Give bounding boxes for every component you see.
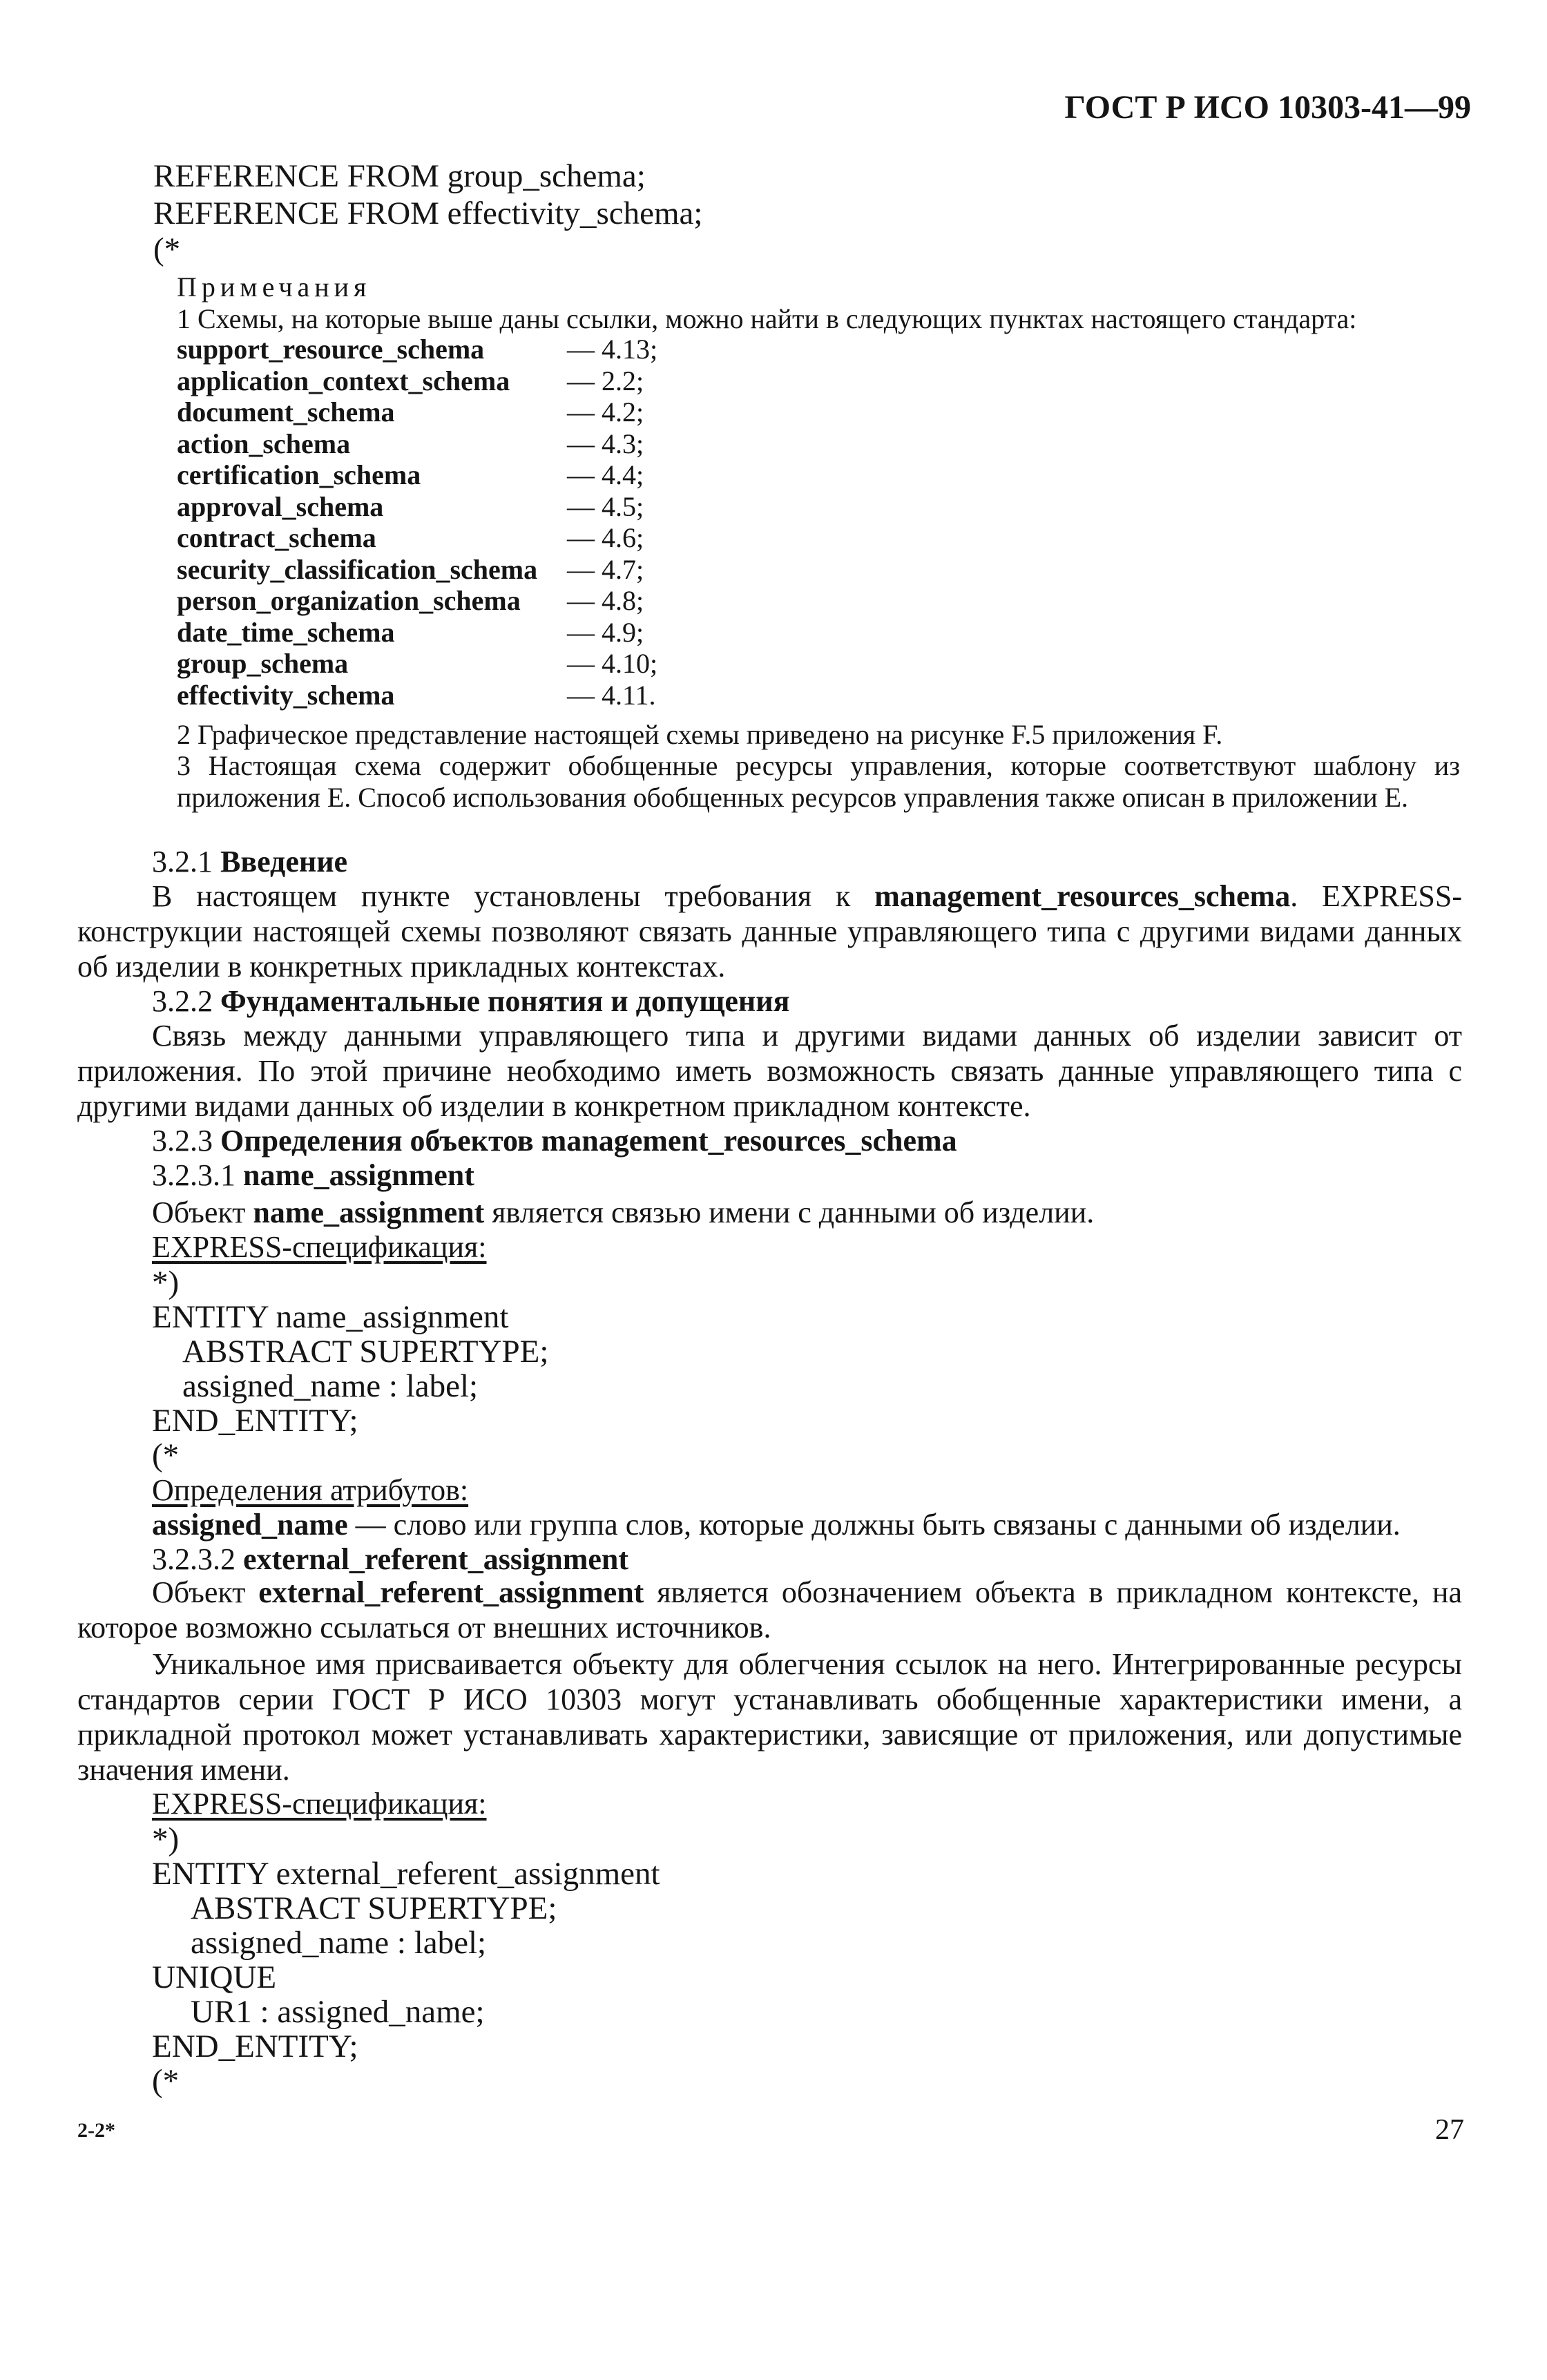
- schema-ref: — 4.5;: [567, 490, 644, 522]
- attribute-definition: [152, 1507, 1401, 1542]
- notes-title: Примечания: [177, 271, 372, 303]
- schema-ref: — 4.2;: [567, 396, 644, 428]
- code-line: (*: [153, 231, 181, 267]
- express-spec-label: EXPRESS-спецификация:: [152, 1787, 487, 1821]
- schema-ref: — 4.6;: [567, 522, 644, 553]
- express-spec-label: EXPRESS-спецификация:: [152, 1230, 487, 1264]
- paragraph-name-assignment: [152, 1195, 1094, 1230]
- code-line: assigned_name : label;: [182, 1368, 479, 1404]
- section-number: 3.2.3: [152, 1124, 220, 1158]
- schema-name: approval_schema: [177, 490, 384, 522]
- schema-ref: — 4.9;: [567, 616, 644, 648]
- schema-ref: — 4.7;: [567, 553, 644, 585]
- section-heading-3-2-3-2: [152, 1542, 628, 1577]
- schema-name: contract_schema: [177, 522, 376, 553]
- schema-name: effectivity_schema: [177, 679, 395, 711]
- footer-signature: 2-2*: [77, 2119, 115, 2142]
- attribute-description: — слово или группа слов, которые должны быть связаны с данными об изделии.: [347, 1508, 1401, 1542]
- schema-name: person_organization_schema: [177, 585, 521, 616]
- schema-ref: — 2.2;: [567, 365, 644, 396]
- code-line: REFERENCE FROM group_schema;: [153, 158, 646, 194]
- schema-name: management_resources_schema: [874, 879, 1291, 913]
- note-2: 2 Графическое представление настоящей схемы приведено на рисунке F.5 приложения F.: [177, 719, 1223, 750]
- section-title: external_referent_assignment: [243, 1542, 629, 1576]
- schema-name: action_schema: [177, 428, 351, 459]
- schema-ref: — 4.3;: [567, 428, 644, 459]
- paragraph-unique-name: Уникальное имя присваивается объекту для облегчения ссылок на него. Интегрированные ресурсы стандартов серии ГОСТ Р ИСО 10303 могут устанавливать обобщенные характеристики имени, а прикладной протокол может устанавливать характеристики, зависящие от приложения, или допустимые значения имени.: [77, 1647, 1462, 1787]
- schema-name: security_classification_schema: [177, 553, 538, 585]
- schema-ref: — 4.13;: [567, 334, 658, 365]
- section-title: Фундаментальные понятия и допущения: [220, 984, 790, 1018]
- schema-name: date_time_schema: [177, 616, 395, 648]
- paragraph-introduction: [77, 879, 1462, 984]
- code-line: UNIQUE: [152, 1959, 277, 1995]
- section-title: name_assignment: [243, 1158, 474, 1192]
- attribute-name: assigned_name: [152, 1508, 348, 1542]
- schema-name: document_schema: [177, 396, 395, 428]
- code-line: (*: [152, 1437, 180, 1473]
- entity-name: external_referent_assignment: [258, 1575, 644, 1609]
- schema-name: support_resource_schema: [177, 334, 485, 365]
- text-run: является связью имени с данными об изделии.: [484, 1196, 1095, 1229]
- schema-ref: — 4.8;: [567, 585, 644, 616]
- code-line: ENTITY external_referent_assignment: [152, 1856, 660, 1892]
- code-line: END_ENTITY;: [152, 1403, 358, 1439]
- document-header: ГОСТ Р ИСО 10303-41—99: [1064, 89, 1471, 126]
- code-line: *): [152, 1265, 180, 1301]
- schema-name: application_context_schema: [177, 365, 510, 396]
- text-run: Объект: [152, 1575, 259, 1609]
- paragraph-concepts: Связь между данными управляющего типа и другими видами данных об изделии зависит от приложения. По этой причине необходимо иметь возможность связать данные управляющего типа с другими видами данных об изделии в конкретном прикладном контексте.: [77, 1019, 1462, 1123]
- section-heading-3-2-1: [152, 844, 347, 879]
- code-line: END_ENTITY;: [152, 2028, 358, 2064]
- code-line: ENTITY name_assignment: [152, 1299, 509, 1335]
- section-title: Определения объектов management_resources_schema: [220, 1124, 957, 1158]
- code-line: REFERENCE FROM effectivity_schema;: [153, 195, 703, 231]
- code-line: assigned_name : label;: [191, 1925, 487, 1961]
- text-run: . EXPRESS-конструкции настоящей схемы позволяют связать данные управляющего типа с другими видами данных об изделии в конкретных прикладных контекстах.: [77, 879, 1462, 983]
- code-line: *): [152, 1821, 180, 1857]
- code-line: ABSTRACT SUPERTYPE;: [182, 1334, 549, 1370]
- note-3: 3 Настоящая схема содержит обобщенные ресурсы управления, которые соответствуют шаблону из приложения E. Способ использования обобщенных ресурсов управления также описан в приложении E.: [177, 750, 1460, 813]
- section-title: Введение: [220, 845, 348, 879]
- schema-ref: — 4.4;: [567, 459, 644, 490]
- schema-name: certification_schema: [177, 459, 421, 490]
- section-heading-3-2-3-1: [152, 1158, 474, 1193]
- schema-ref: — 4.11.: [567, 679, 656, 711]
- section-number: 3.2.1: [152, 845, 220, 879]
- section-heading-3-2-2: [152, 983, 789, 1019]
- section-number: 3.2.2: [152, 984, 220, 1018]
- section-number: 3.2.3.1: [152, 1158, 243, 1192]
- code-line: ABSTRACT SUPERTYPE;: [191, 1890, 557, 1926]
- schema-ref: — 4.10;: [567, 648, 658, 679]
- code-line: (*: [152, 2063, 180, 2099]
- text-run: Объект: [152, 1196, 253, 1229]
- attribute-definitions-label: Определения атрибутов:: [152, 1473, 469, 1507]
- note-1: 1 Схемы, на которые выше даны ссылки, можно найти в следующих пунктах настоящего стандарта:: [177, 303, 1357, 334]
- text-run: В настоящем пункте установлены требования к: [152, 879, 875, 913]
- page-number: 27: [1435, 2114, 1464, 2146]
- paragraph-external-referent: [77, 1575, 1462, 1645]
- schema-name: group_schema: [177, 648, 349, 679]
- entity-name: name_assignment: [253, 1196, 485, 1229]
- section-heading-3-2-3: [152, 1123, 957, 1158]
- code-line: UR1 : assigned_name;: [191, 1994, 485, 2030]
- text-run: является обозначением объекта в прикладном контексте, на которое возможно ссылаться от внешних источников.: [77, 1575, 1463, 1644]
- section-number: 3.2.3.2: [152, 1542, 243, 1576]
